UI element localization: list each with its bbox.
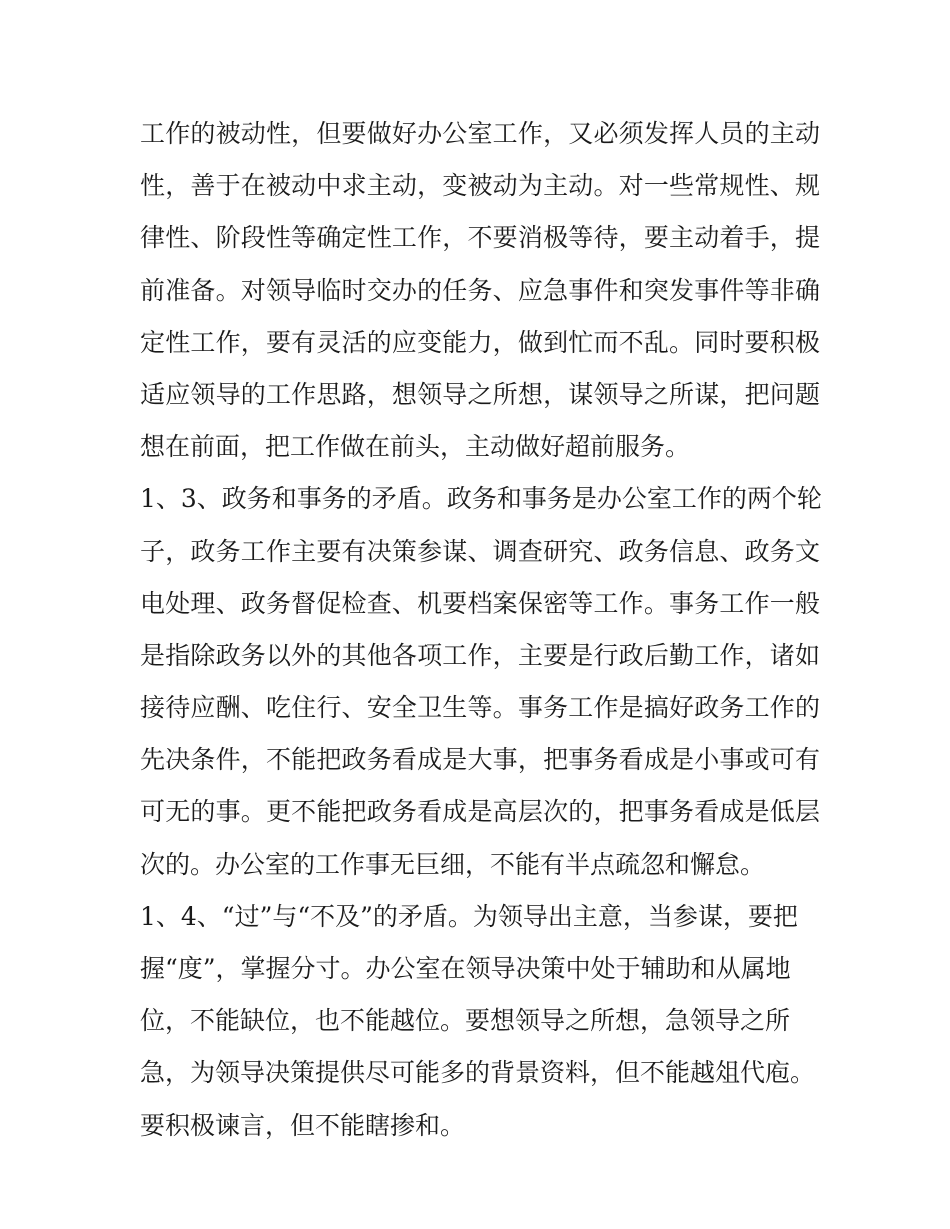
text-line: 前准备。对领导临时交办的任务、应急事件和突发事件等非确	[140, 275, 820, 305]
text-line: 工作的被动性，但要做好办公室工作，又必须发挥人员的主动	[140, 119, 820, 148]
text-line: 1、4、“过”与“不及”的矛盾。为领导出主意，当参谋，要把	[140, 901, 798, 931]
text-line: 适应领导的工作思路，想领导之所想，谋领导之所谋，把问题	[140, 379, 820, 409]
text-line: 定性工作，要有灵活的应变能力，做到忙而不乱。同时要积极	[140, 327, 820, 357]
text-line: 急，为领导决策提供尽可能多的背景资料，但不能越俎代庖。	[140, 1058, 816, 1088]
body-text	[140, 108, 820, 1152]
text-line: 位，不能缺位，也不能越位。要想领导之所想，急领导之所	[140, 1006, 791, 1036]
text-line: 电处理、政务督促检查、机要档案保密等工作。事务工作一般	[140, 588, 820, 618]
text-line: 1、3、政务和事务的矛盾。政务和事务是办公室工作的两个轮	[140, 484, 822, 514]
text-line: 是指除政务以外的其他各项工作，主要是行政后勤工作，诸如	[140, 640, 820, 670]
text-line: 想在前面，把工作做在前头，主动做好超前服务。	[140, 432, 691, 462]
text-line: 子，政务工作主要有决策参谋、调查研究、政务信息、政务文	[140, 536, 820, 566]
text-line: 可无的事。更不能把政务看成是高层次的，把事务看成是低层	[140, 797, 820, 827]
text-line: 先决条件，不能把政务看成是大事，把事务看成是小事或可有	[140, 745, 820, 775]
text-line: 接待应酬、吃住行、安全卫生等。事务工作是搞好政务工作的	[140, 693, 820, 723]
text-line: 要积极谏言，但不能瞎掺和。	[140, 1110, 466, 1140]
text-line: 律性、阶段性等确定性工作，不要消极等待，要主动着手，提	[140, 223, 820, 253]
text-line: 次的。办公室的工作事无巨细，不能有半点疏忽和懈怠。	[140, 849, 766, 879]
text-line: 握“度”，掌握分寸。办公室在领导决策中处于辅助和从属地	[140, 954, 791, 983]
text-line: 性，善于在被动中求主动，变被动为主动。对一些常规性、规	[140, 171, 820, 201]
